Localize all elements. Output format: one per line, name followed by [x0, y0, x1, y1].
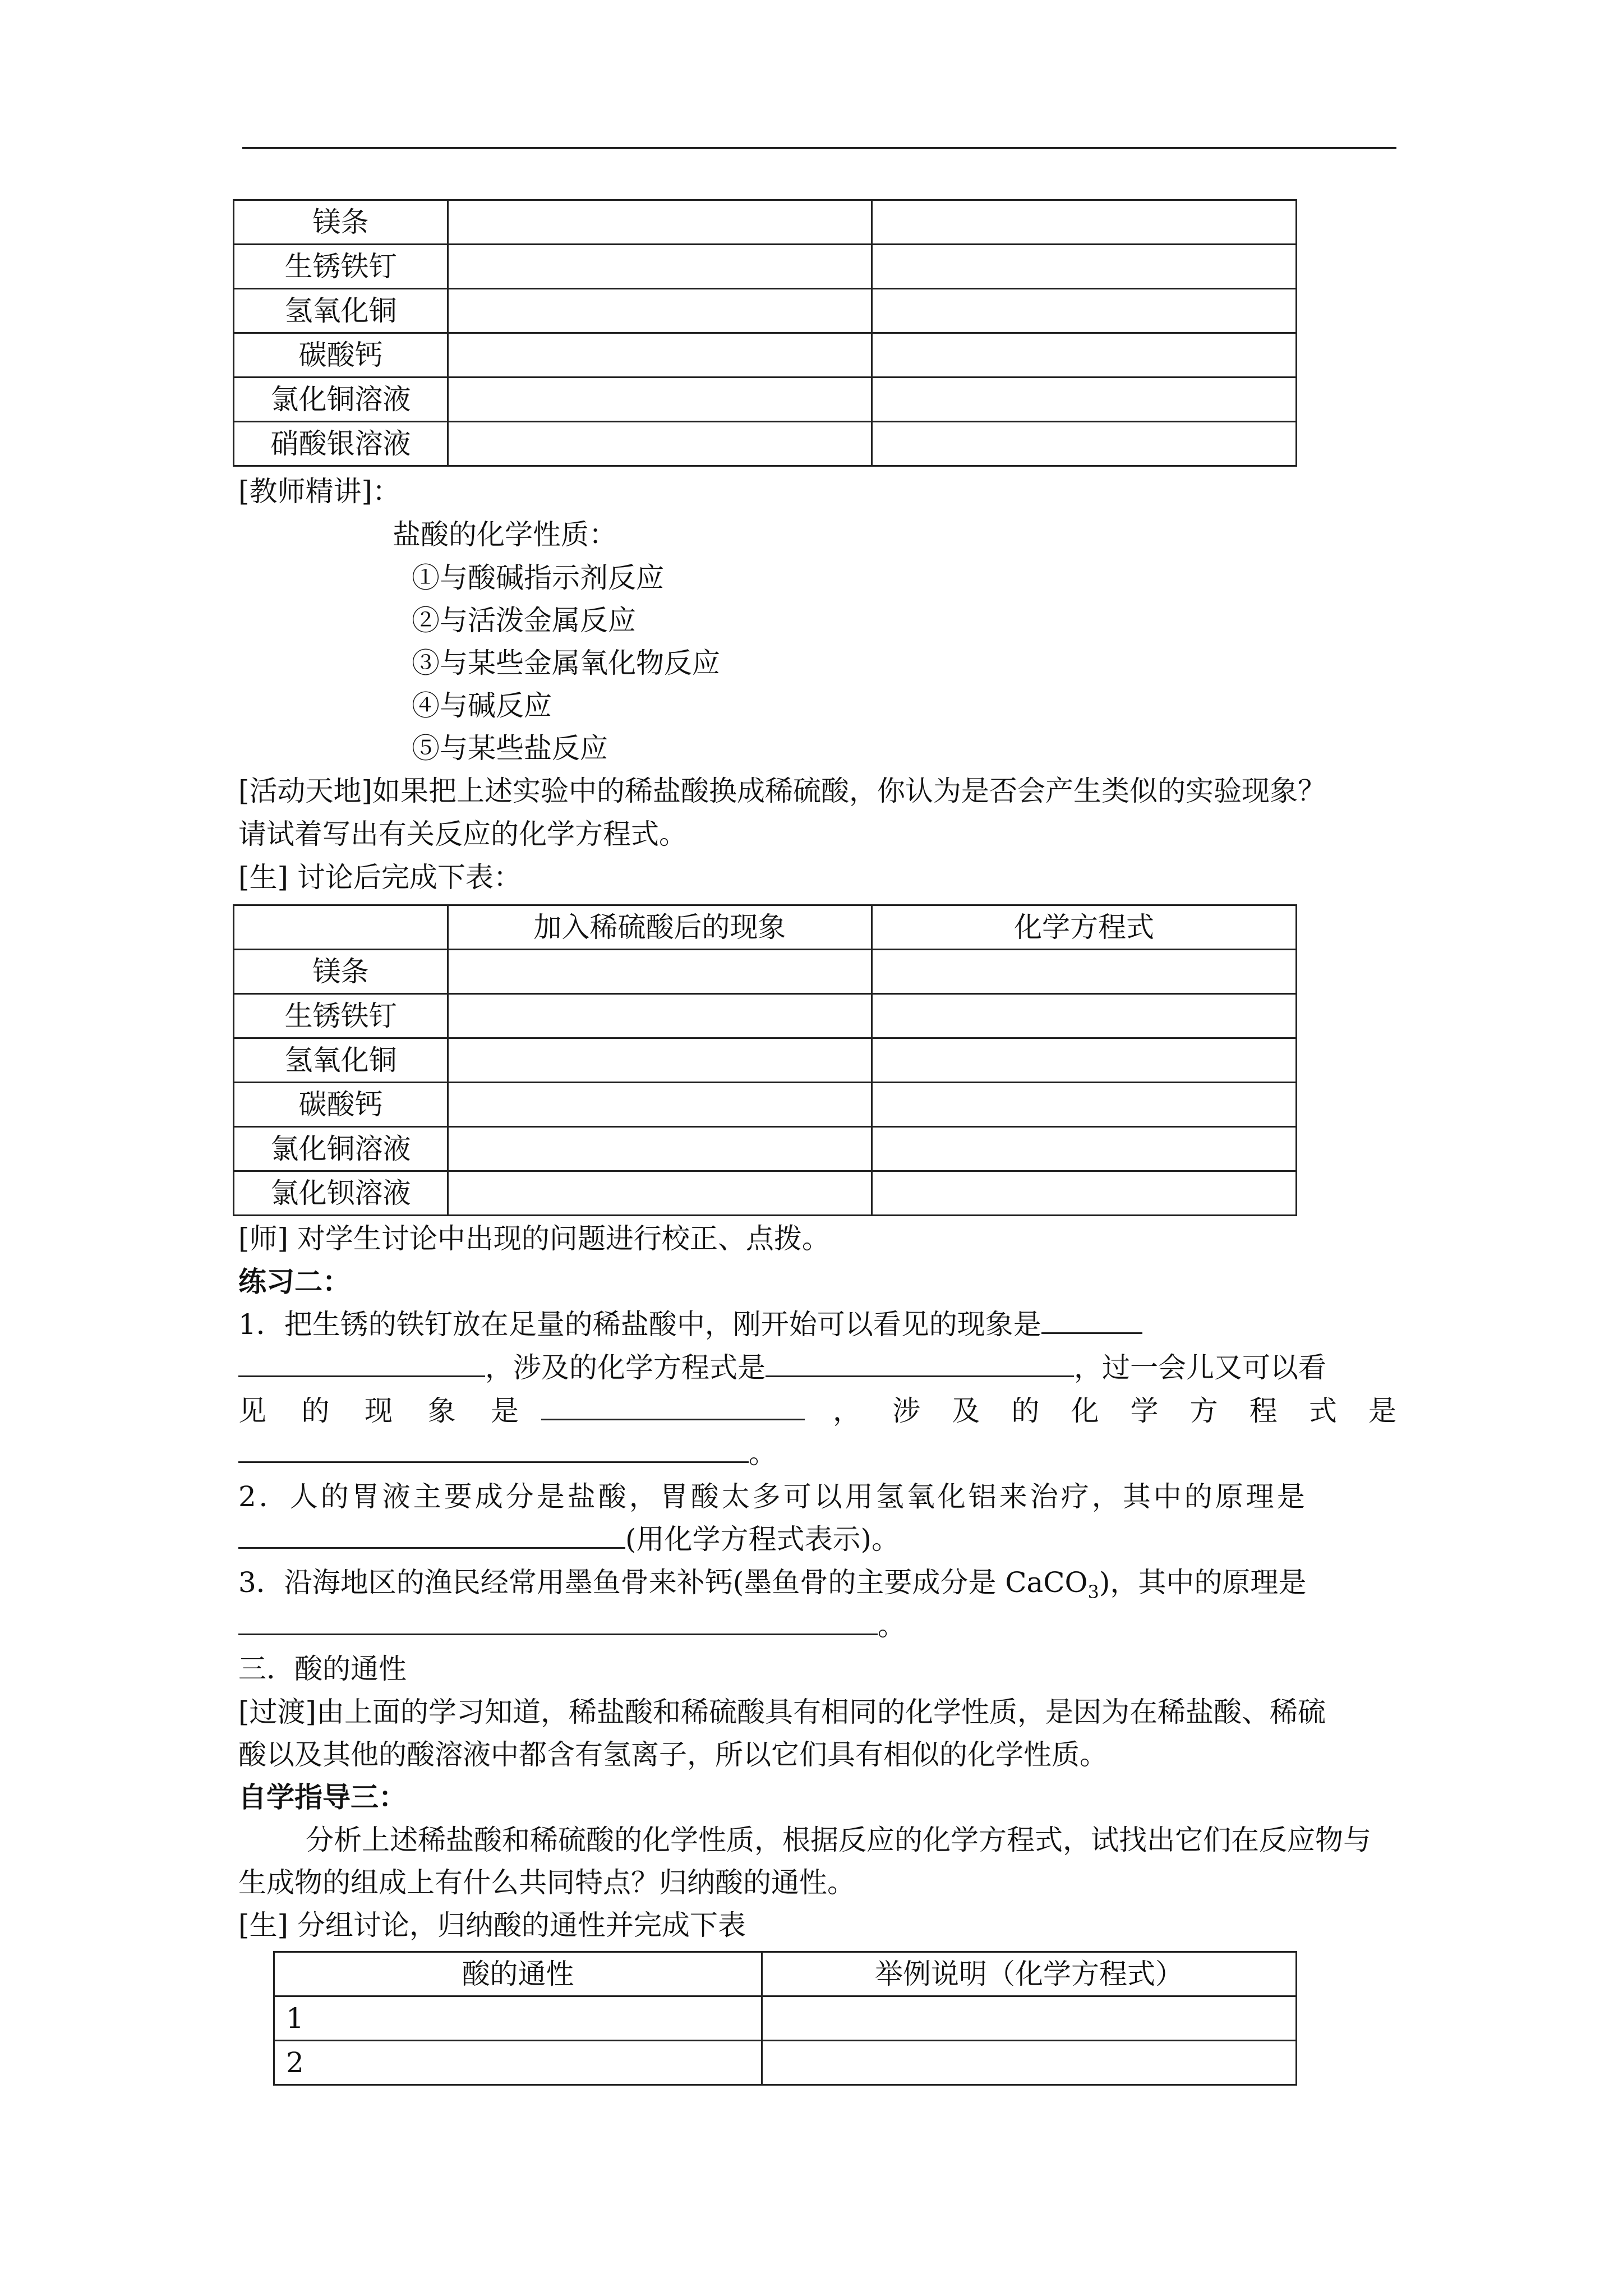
table-row: [234, 289, 1297, 333]
char: 的: [301, 1395, 330, 1427]
exercise-title: 练习二：: [238, 1265, 351, 1298]
equation-cell[interactable]: [872, 333, 1297, 378]
table-row: [234, 333, 1297, 378]
row-label: 氯化铜溶液: [234, 378, 448, 422]
char: 现: [365, 1395, 393, 1427]
guide-line-2: 生成物的组成上有什么共同特点？归纳酸的通性。: [238, 1866, 855, 1899]
property-item: ④与碱反应: [412, 689, 552, 722]
question-2-line-1: 2．人的胃液主要成分是盐酸，胃酸太多可以用氢氧化铝来治疗，其中的原理是: [238, 1480, 1308, 1513]
observation-cell[interactable]: [448, 289, 872, 333]
row-label: 氢氧化铜: [234, 289, 448, 333]
transition-line-2: 酸以及其他的酸溶液中都含有氢离子，所以它们具有相似的化学性质。: [238, 1738, 1108, 1771]
header-cell: [234, 905, 448, 950]
table-row: [234, 1171, 1297, 1216]
char: 及: [952, 1395, 980, 1427]
observation-cell[interactable]: [448, 200, 872, 245]
table-row: [234, 378, 1297, 422]
char: 化: [1071, 1395, 1099, 1427]
section-title: 三．酸的通性: [238, 1653, 407, 1685]
table-row: [234, 994, 1297, 1038]
question-text: ，涉及的化学方程式是: [485, 1351, 766, 1384]
header-rule: [242, 147, 1396, 149]
observation-cell[interactable]: [448, 1127, 872, 1171]
property-item: ①与酸碱指示剂反应: [412, 562, 664, 594]
question-1-line-4: [238, 1432, 777, 1475]
row-number: 2: [274, 2041, 762, 2085]
char: 程: [1249, 1395, 1278, 1427]
row-label: 氯化铜溶液: [234, 1127, 448, 1171]
question-3-line-2: [238, 1604, 906, 1647]
answer-blank[interactable]: [238, 1519, 625, 1549]
teacher-note: [师] 对学生讨论中出现的问题进行校正、点拨。: [238, 1222, 830, 1255]
header-cell: 酸的通性: [274, 1952, 762, 1996]
char: 见: [238, 1395, 266, 1427]
char: 象: [427, 1395, 456, 1427]
equation-cell[interactable]: [872, 289, 1297, 333]
table-row: [274, 1996, 1297, 2041]
question-text: 1．把生锈的铁钉放在足量的稀盐酸中，刚开始可以看见的现象是: [238, 1308, 1041, 1341]
guide-title: 自学指导三：: [238, 1780, 407, 1814]
question-1-line-1: [238, 1303, 1142, 1346]
teacher-lecture-tag: [教师精讲]：: [238, 475, 401, 508]
guide-line-1: 分析上述稀盐酸和稀硫酸的化学性质，根据反应的化学方程式，试找出它们在反应物与: [306, 1824, 1371, 1856]
table-row: [234, 1127, 1297, 1171]
subscript: 3: [1087, 1581, 1099, 1603]
observation-cell[interactable]: [448, 333, 872, 378]
equation-cell[interactable]: [872, 200, 1297, 245]
equation-cell[interactable]: [872, 994, 1297, 1038]
example-cell[interactable]: [762, 2041, 1297, 2085]
question-text: 。: [878, 1609, 906, 1642]
student-instruction-2: [生] 分组讨论，归纳酸的通性并完成下表: [238, 1909, 746, 1941]
answer-blank[interactable]: [1041, 1304, 1142, 1334]
property-item: ③与某些金属氧化物反应: [412, 647, 720, 679]
properties-title: 盐酸的化学性质：: [393, 518, 617, 551]
observation-cell[interactable]: [448, 422, 872, 466]
student-instruction: [生] 讨论后完成下表：: [238, 861, 522, 894]
answer-blank[interactable]: [238, 1347, 485, 1377]
row-label: 碳酸钙: [234, 1083, 448, 1127]
answer-blank[interactable]: [766, 1347, 1074, 1377]
table-row: [234, 200, 1297, 245]
question-text-spread: [833, 1389, 1396, 1432]
observation-cell[interactable]: [448, 1083, 872, 1127]
header-cell: 加入稀硫酸后的现象: [448, 905, 872, 950]
question-text: 3．沿海地区的渔民经常用墨鱼骨来补钙(墨鱼骨的主要成分是 CaCO: [238, 1566, 1088, 1599]
row-label: 氯化钡溶液: [234, 1171, 448, 1216]
table-header-row: [274, 1952, 1297, 1996]
table-row: [234, 422, 1297, 466]
table-header-row: [234, 905, 1297, 950]
observation-cell[interactable]: [448, 378, 872, 422]
char: 是: [1368, 1395, 1396, 1427]
property-item: ②与活泼金属反应: [412, 604, 636, 637]
question-text: 。: [749, 1437, 777, 1470]
char: 学: [1130, 1395, 1159, 1427]
answer-blank[interactable]: [238, 1605, 878, 1635]
char: 是: [491, 1395, 519, 1427]
equation-cell[interactable]: [872, 1083, 1297, 1127]
observation-cell[interactable]: [448, 1038, 872, 1083]
row-label: 镁条: [234, 950, 448, 994]
equation-cell[interactable]: [872, 245, 1297, 289]
char: 的: [1011, 1395, 1040, 1427]
equation-cell[interactable]: [872, 378, 1297, 422]
table-row: [234, 1083, 1297, 1127]
question-1-line-2: [238, 1346, 1326, 1389]
observation-cell[interactable]: [448, 1171, 872, 1216]
equation-cell[interactable]: [872, 1127, 1297, 1171]
table-row: [234, 950, 1297, 994]
row-number: 1: [274, 1996, 762, 2041]
row-label: 碳酸钙: [234, 333, 448, 378]
header-cell: 举例说明（化学方程式）: [762, 1952, 1297, 1996]
activity-line-2: 请试着写出有关反应的化学方程式。: [238, 818, 687, 850]
table-row: [274, 2041, 1297, 2085]
sulfuric-acid-table: [233, 904, 1297, 1216]
answer-blank[interactable]: [238, 1433, 749, 1463]
observation-cell[interactable]: [448, 994, 872, 1038]
property-item: ⑤与某些盐反应: [412, 732, 608, 765]
row-label: 硝酸银溶液: [234, 422, 448, 466]
question-1-line-3: [238, 1389, 1396, 1432]
question-text: ，过一会儿又可以看: [1074, 1351, 1326, 1384]
question-2-line-2: [238, 1518, 900, 1561]
row-label: 生锈铁钉: [234, 994, 448, 1038]
equation-cell[interactable]: [872, 1038, 1297, 1083]
char: 式: [1308, 1395, 1337, 1427]
hydrochloric-acid-table: [233, 199, 1297, 467]
row-label: 氢氧化铜: [234, 1038, 448, 1083]
acid-properties-table: [273, 1951, 1297, 2086]
row-label: 镁条: [234, 200, 448, 245]
table-row: [234, 245, 1297, 289]
equation-cell[interactable]: [872, 422, 1297, 466]
equation-cell[interactable]: [872, 1171, 1297, 1216]
transition-line-1: [过渡]由上面的学习知道，稀盐酸和稀硫酸具有相同的化学性质，是因为在稀盐酸、稀硫: [238, 1696, 1326, 1728]
row-label: 生锈铁钉: [234, 245, 448, 289]
char: 涉: [892, 1395, 921, 1427]
equation-cell[interactable]: [872, 950, 1297, 994]
example-cell[interactable]: [762, 1996, 1297, 2041]
header-cell: 化学方程式: [872, 905, 1297, 950]
char: ，: [833, 1395, 861, 1427]
activity-line-1: [活动天地]如果把上述实验中的稀盐酸换成稀硫酸，你认为是否会产生类似的实验现象？: [238, 775, 1326, 807]
question-text: (用化学方程式表示)。: [625, 1523, 900, 1556]
table-row: [234, 1038, 1297, 1083]
observation-cell[interactable]: [448, 245, 872, 289]
question-text-spread: [238, 1389, 519, 1432]
question-text: )，其中的原理是: [1099, 1566, 1307, 1599]
char: 方: [1189, 1395, 1218, 1427]
observation-cell[interactable]: [448, 950, 872, 994]
answer-blank[interactable]: [541, 1391, 805, 1420]
